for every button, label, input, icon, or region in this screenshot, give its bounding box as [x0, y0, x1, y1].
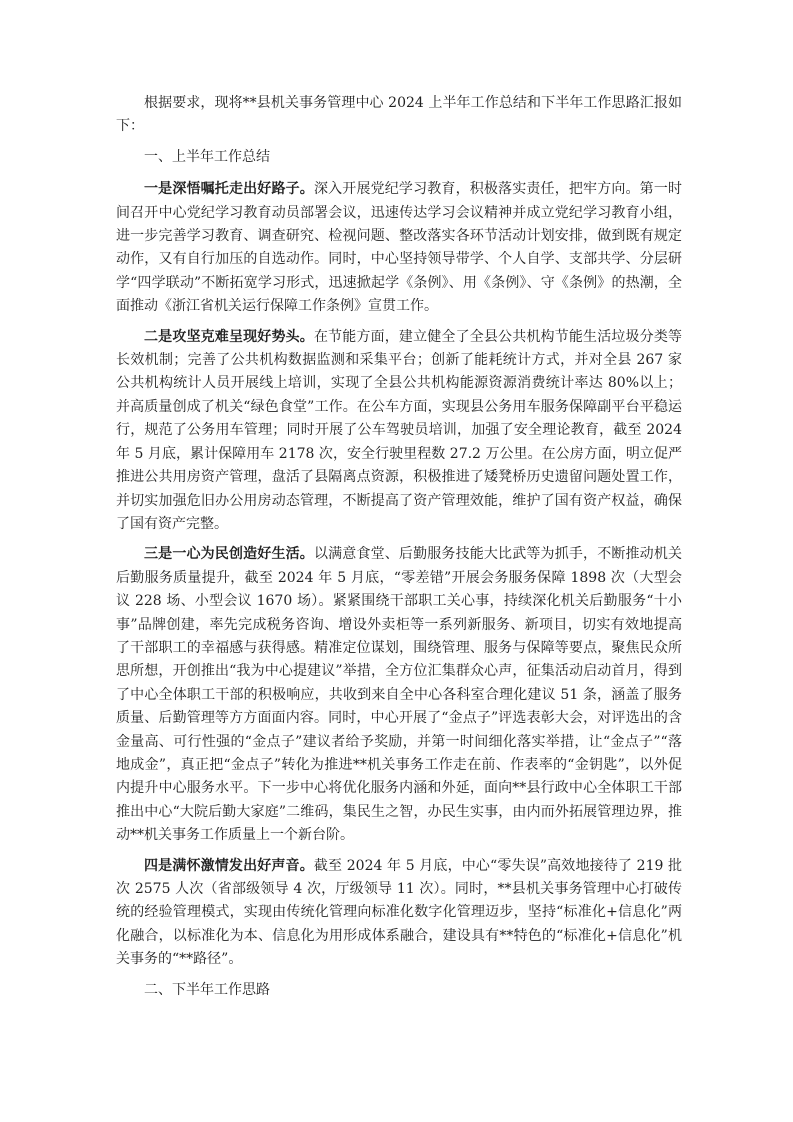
document-page: [116, 92, 682, 1011]
paragraph-3-lead: 三是一心为民创造好生活。: [144, 546, 314, 563]
section-heading-1: 一、上半年工作总结: [144, 148, 270, 165]
paragraph-3-text: 以满意食堂、后勤服务技能大比武等为抓手，不断推动机关后勤服务质量提升，截至 2024 年 5 月底，“零差错”开展会务服务保障 1898 次（大型会议 228 场、小型会议 1670 场）。紧紧围绕干部职工关心事，持续深化机关后勤服务“十小事”品牌创建，率先完成税务咨询、增设外卖柜等一系列新服务、新项目，切实有效地提高了干部职工的幸福感与获得感。精准定位谋划，围绕管理、服务与保障等要点，聚焦民众所思所想，开创推出“我为中心提建议”举措，全方位汇集群众心声，征集活动启动首月，得到了中心全体职工干部的积极响应，共收到来自全中心各科室合理化建议 51 条，涵盖了服务质量、后勤管理等方方面面内容。同时，中心开展了“金点子”评选表彰大会，对评选出的含金量高、可行性强的“金点子”建议者给予奖励，并第一时间细化落实举措，让“金点子”“落地成金”，真正把“金点子”转化为推进**机关事务工作走在前、作表率的“金钥匙”，以外促内提升中心服务水平。下一步中心将优化服务内涵和外延，面向**县行政中心全体职工干部推出中心“大院后勤大家庭”二维码，集民生之智，办民生实事，由内而外拓展管理边界，推动**机关事务工作质量上一个新台阶。: [116, 546, 683, 844]
paragraph-2: [116, 326, 682, 537]
paragraph-3: [116, 543, 682, 847]
paragraph-2-text: 在节能方面，建立健全了全县公共机构节能生活垃圾分类等长效机制；完善了公共机构数据监测和采集平台；创新了能耗统计方式，并对全县 267 家公共机构统计人员开展线上培训，实现了全县公共机构能源资源消费统计率达 80%以上；并高质量创成了机关“绿色食堂”工作。在公车方面，实现县公务用车服务保障副平台平稳运行，规范了公务用车管理；同时开展了公车驾驶员培训，加强了安全理论教育，截至 2024 年 5 月底，累计保障用车 2178 次，安全行驶里程数 27.2 万公里。在公房方面，明立促严推进公共用房资产管理，盘活了县隔离点资源，积极推进了矮凳桥历史遗留问题处置工作，并切实加强危旧办公用房动态管理，不断提高了资产管理效能，维护了国有资产权益，确保了国有资产完整。: [116, 328, 683, 532]
intro-paragraph: 根据要求，现将**县机关事务管理中心 2024 上半年工作总结和下半年工作思路汇报如下：: [116, 95, 682, 135]
section-heading-2: 二、下半年工作思路: [144, 981, 270, 998]
paragraph-1: [116, 178, 682, 318]
paragraph-1-lead: 一是深悟嘱托走出好路子。: [144, 181, 314, 198]
paragraph-1-text: 深入开展党纪学习教育，积极落实责任，把牢方向。第一时间召开中心党纪学习教育动员部署会议，迅速传达学习会议精神并成立党纪学习教育小组，进一步完善学习教育、调查研究、检视问题、整改落实各环节活动计划安排，做到既有规定动作，又有自行加压的自选动作。同时，中心坚持领导带学、个人自学、支部共学、分层研学“四学联动”不断拓宽学习形式，迅速掀起学《条例》、用《条例》、守《条例》的热潮，全面推动《浙江省机关运行保障工作条例》宣贯工作。: [116, 181, 683, 315]
paragraph-2-lead: 二是攻坚克难呈现好势头。: [144, 328, 314, 345]
paragraph-4: [116, 855, 682, 972]
paragraph-4-lead: 四是满怀激情发出好声音。: [144, 857, 314, 874]
paragraph-4-text: 截至 2024 年 5 月底，中心“零失误”高效地接待了 219 批次 2575 人次（省部级领导 4 次，厅级领导 11 次）。同时，**县机关事务管理中心打破传统的经验管理模式，实现由传统化管理向标准化数字化管理迈步，坚持“标准化+信息化”两化融合，以标准化为本、信息化为用形成体系融合，建设具有**特色的“标准化+信息化”机关事务的“**路径”。: [116, 857, 682, 968]
